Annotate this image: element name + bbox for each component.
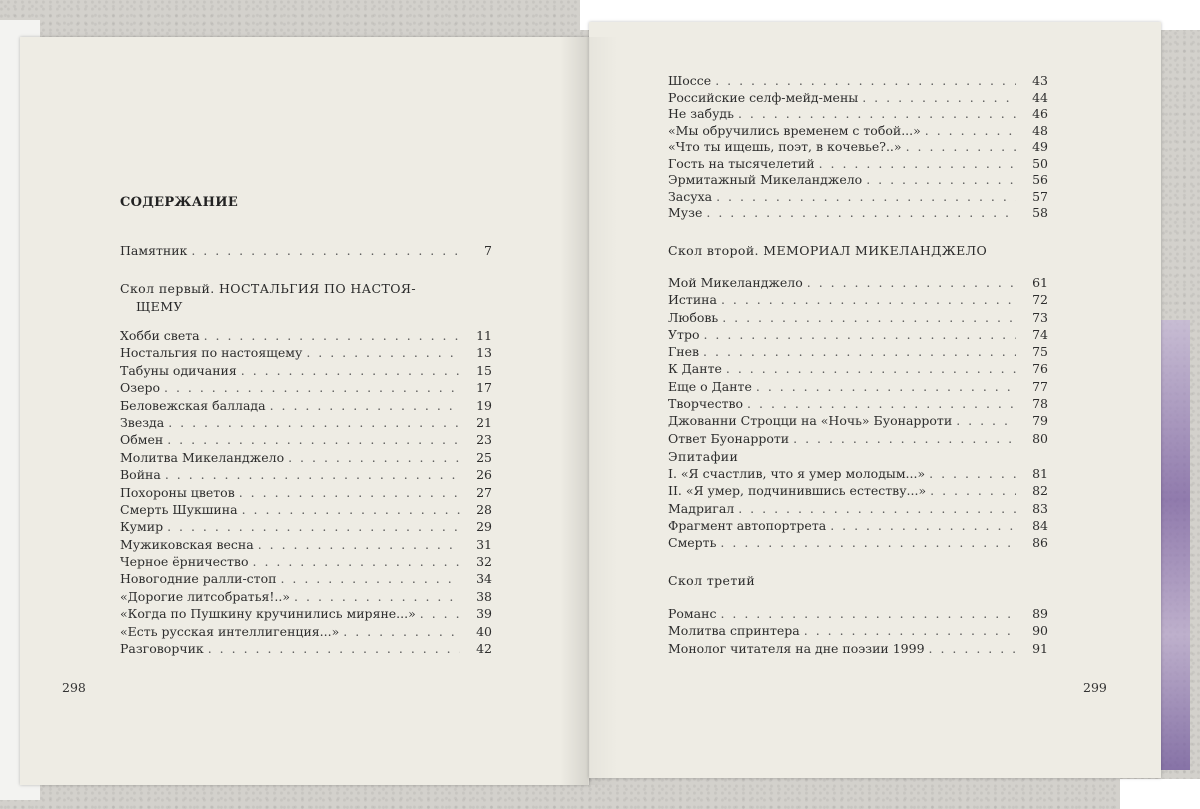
toc-entry[interactable] bbox=[668, 640, 1048, 657]
toc-entry[interactable] bbox=[120, 431, 492, 448]
toc-entry[interactable] bbox=[120, 623, 492, 640]
leader-dots bbox=[266, 397, 460, 414]
toc-entry[interactable] bbox=[668, 106, 1048, 123]
leader-dots bbox=[235, 484, 460, 501]
toc-entry-page: 32 bbox=[476, 554, 492, 570]
leader-dots bbox=[826, 517, 1016, 534]
toc-entry-page: 17 bbox=[476, 380, 492, 396]
toc-entry-page: 43 bbox=[1032, 73, 1048, 88]
toc-entry[interactable] bbox=[120, 242, 492, 259]
leader-dots bbox=[716, 534, 1016, 551]
toc-entry[interactable] bbox=[120, 344, 492, 361]
leader-dots bbox=[276, 570, 460, 587]
leader-dots bbox=[925, 465, 1016, 482]
leader-dots bbox=[254, 536, 460, 553]
toc-entry-title: Музе bbox=[668, 205, 703, 220]
toc-entry[interactable] bbox=[668, 534, 1048, 551]
leader-dots bbox=[339, 623, 460, 640]
toc-entry-page: 15 bbox=[476, 362, 492, 378]
toc-entry-page: 80 bbox=[1032, 430, 1048, 446]
toc-entry[interactable] bbox=[668, 205, 1048, 222]
toc-entry-page: 83 bbox=[1032, 500, 1048, 516]
toc-entry[interactable] bbox=[668, 73, 1048, 90]
toc-entry-page: 19 bbox=[476, 397, 492, 413]
toc-entry-title: Обмен bbox=[120, 432, 164, 448]
toc-entry-page: 76 bbox=[1032, 361, 1048, 377]
toc-entry-page: 73 bbox=[1032, 309, 1048, 325]
leader-dots bbox=[290, 588, 460, 605]
toc-entry-page: 39 bbox=[476, 606, 492, 622]
section-3-title: Скол третий bbox=[668, 573, 756, 588]
toc-entry[interactable] bbox=[668, 605, 1048, 622]
toc-entry-page: 23 bbox=[476, 432, 492, 448]
toc-entry-page: 84 bbox=[1032, 517, 1048, 533]
toc-entry-page: 25 bbox=[476, 449, 492, 465]
toc-entry-page: 48 bbox=[1032, 122, 1048, 138]
section-title-line: Скол первый. НОСТАЛЬГИЯ ПО НАСТОЯ- bbox=[120, 281, 416, 296]
section-1-title bbox=[120, 280, 492, 316]
toc-entry[interactable] bbox=[668, 482, 1048, 499]
toc-entry[interactable] bbox=[668, 412, 1048, 429]
leader-dots bbox=[800, 622, 1016, 639]
leader-dots bbox=[815, 156, 1016, 173]
toc-entry[interactable] bbox=[668, 395, 1048, 412]
toc-entry[interactable] bbox=[668, 291, 1048, 308]
leader-dots bbox=[862, 172, 1016, 189]
leader-dots bbox=[925, 640, 1016, 657]
toc-entry[interactable] bbox=[120, 379, 492, 396]
leader-dots bbox=[237, 362, 460, 379]
toc-entry-page: 79 bbox=[1032, 413, 1048, 429]
toc-entry-page: 31 bbox=[476, 536, 492, 552]
toc-entry-page: 49 bbox=[1032, 139, 1048, 154]
toc-entry-title: Памятник bbox=[120, 243, 188, 258]
toc-entry[interactable] bbox=[668, 517, 1048, 534]
toc-entry-page: 78 bbox=[1032, 396, 1048, 412]
toc-list bbox=[668, 605, 1048, 657]
toc-entry-title: Беловежская баллада bbox=[120, 397, 266, 413]
toc-entry-page: 13 bbox=[476, 345, 492, 361]
toc-entry-page: 77 bbox=[1032, 378, 1048, 394]
toc-entry[interactable] bbox=[120, 640, 492, 657]
toc-entry-page: 57 bbox=[1032, 188, 1048, 204]
leader-dots bbox=[204, 640, 460, 657]
leader-dots bbox=[238, 501, 460, 518]
toc-entry-title: Кумир bbox=[120, 519, 164, 535]
leader-dots bbox=[952, 412, 1016, 429]
toc-entry[interactable] bbox=[668, 123, 1048, 140]
toc-entry[interactable] bbox=[668, 622, 1048, 639]
leader-dots bbox=[163, 431, 460, 448]
toc-entry[interactable] bbox=[668, 500, 1048, 517]
toc-entry[interactable] bbox=[120, 449, 492, 466]
leader-dots bbox=[284, 449, 460, 466]
toc-entry-page: 42 bbox=[476, 641, 492, 657]
toc-entry-title: Российские селф-мейд-мены bbox=[668, 89, 859, 105]
toc-entry-title: «Когда по Пушкину кручинились миряне...» bbox=[120, 606, 416, 622]
section-title-line: ЩЕМУ bbox=[136, 299, 183, 314]
page-number: 299 bbox=[1083, 680, 1107, 695]
toc-entry[interactable] bbox=[120, 605, 492, 622]
toc-entry-page: 29 bbox=[476, 519, 492, 535]
leader-dots bbox=[734, 500, 1016, 517]
toc-entry[interactable] bbox=[668, 430, 1048, 447]
toc-entry-title: Фрагмент автопортрета bbox=[668, 517, 827, 533]
toc-entry[interactable] bbox=[668, 309, 1048, 326]
toc-entry[interactable] bbox=[120, 588, 492, 605]
toc-entry[interactable] bbox=[668, 274, 1048, 291]
toc-entry-title: Истина bbox=[668, 292, 717, 308]
toc-entry-title: Озеро bbox=[120, 380, 160, 396]
toc-entry-title: Война bbox=[120, 467, 161, 483]
leader-dots bbox=[921, 123, 1016, 140]
toc-entry-title: Смерть Шукшина bbox=[120, 501, 238, 517]
leader-dots bbox=[416, 605, 460, 622]
toc-entry[interactable] bbox=[668, 156, 1048, 173]
leader-dots bbox=[789, 430, 1016, 447]
toc-entry[interactable] bbox=[668, 172, 1048, 189]
page-number: 298 bbox=[62, 680, 86, 695]
leader-dots bbox=[743, 395, 1016, 412]
toc-entry-page: 46 bbox=[1032, 106, 1048, 121]
toc-entry-page: 28 bbox=[476, 501, 492, 517]
toc-entry-page: 91 bbox=[1032, 640, 1048, 656]
toc-list bbox=[120, 327, 492, 657]
leader-dots bbox=[161, 466, 460, 483]
leader-dots bbox=[717, 291, 1016, 308]
toc-entry[interactable] bbox=[120, 466, 492, 483]
toc-entry-page: 26 bbox=[476, 467, 492, 483]
leader-dots bbox=[926, 482, 1016, 499]
toc-entry-title: Еще о Данте bbox=[668, 378, 752, 394]
toc-entry-title: «Дорогие литсобратья!..» bbox=[120, 588, 291, 604]
toc-entry-page: 34 bbox=[476, 571, 492, 587]
toc-entry-title: «Есть русская интеллигенция...» bbox=[120, 623, 340, 639]
contents-heading: СОДЕРЖАНИЕ bbox=[120, 195, 239, 210]
toc-entry-title: Шоссе bbox=[668, 73, 712, 88]
toc-entry-page: 75 bbox=[1032, 344, 1048, 360]
toc-entry-title: Засуха bbox=[668, 188, 713, 204]
toc-entry-page: 82 bbox=[1032, 483, 1048, 499]
leader-dots bbox=[699, 343, 1016, 360]
leader-dots bbox=[716, 605, 1016, 622]
toc-entry-title: Мужиковская весна bbox=[120, 536, 254, 552]
leader-dots bbox=[160, 379, 460, 396]
toc-entry-title: Ответ Буонарроти bbox=[668, 430, 790, 446]
leader-dots bbox=[858, 90, 1016, 107]
toc-entry-title: Творчество bbox=[668, 396, 744, 412]
leader-dots bbox=[302, 344, 460, 361]
toc-entry-title: Молитва Микеланджело bbox=[120, 449, 285, 465]
leader-dots bbox=[752, 378, 1016, 395]
toc-entry-page: 81 bbox=[1032, 466, 1048, 481]
toc-entry[interactable] bbox=[120, 484, 492, 501]
toc-entry[interactable] bbox=[120, 553, 492, 570]
toc-entry-title: «Что ты ищешь, поэт, в кочевье?..» bbox=[668, 139, 902, 154]
toc-entry-page: 74 bbox=[1032, 326, 1048, 342]
toc-entry-page: 38 bbox=[476, 588, 492, 604]
toc-entry[interactable] bbox=[120, 397, 492, 414]
leader-dots bbox=[734, 106, 1016, 123]
leader-dots bbox=[712, 189, 1016, 206]
leader-dots bbox=[164, 414, 460, 431]
leader-dots bbox=[702, 205, 1016, 222]
toc-entry[interactable] bbox=[668, 465, 1048, 482]
leader-dots bbox=[803, 274, 1016, 291]
toc-entry[interactable] bbox=[120, 414, 492, 431]
toc-entry-page: 56 bbox=[1032, 172, 1048, 187]
leader-dots bbox=[163, 518, 460, 535]
toc-entry[interactable] bbox=[120, 570, 492, 587]
toc-entry-title: Похороны цветов bbox=[120, 484, 235, 500]
toc-entry-title: Джованни Строцци на «Ночь» Буонарроти bbox=[668, 413, 953, 429]
toc-entry-title: Хобби света bbox=[120, 328, 200, 343]
leader-dots bbox=[718, 309, 1016, 326]
leader-dots bbox=[711, 73, 1016, 90]
leader-dots bbox=[722, 360, 1016, 377]
toc-entry-title: Мой Микеланджело bbox=[668, 275, 803, 290]
toc-entry-page: 89 bbox=[1032, 606, 1048, 621]
toc-entry-title: Звезда bbox=[120, 414, 165, 430]
toc-entry-title: Утро bbox=[668, 326, 700, 342]
leader-dots bbox=[200, 327, 460, 344]
leader-dots bbox=[699, 326, 1016, 343]
toc-entry-title: Молитва спринтера bbox=[668, 623, 800, 639]
toc-list bbox=[668, 73, 1048, 222]
toc-entry[interactable] bbox=[120, 536, 492, 553]
leader-dots bbox=[902, 139, 1016, 156]
toc-entry-page: 58 bbox=[1032, 205, 1048, 220]
book-gutter bbox=[560, 37, 618, 785]
leader-dots bbox=[249, 553, 461, 570]
toc-entry-title: Монолог читателя на дне поэзии 1999 bbox=[668, 640, 925, 656]
toc-entry[interactable] bbox=[120, 501, 492, 518]
toc-entry-title: Черное ёрничество bbox=[120, 554, 249, 570]
toc-entry-page: 50 bbox=[1032, 155, 1048, 171]
toc-entry-title: Мадригал bbox=[668, 500, 735, 516]
toc-entry[interactable] bbox=[668, 378, 1048, 395]
toc-entry-page: 11 bbox=[476, 328, 492, 343]
toc-entry-page: 40 bbox=[476, 623, 492, 639]
toc-entry-page: 61 bbox=[1032, 275, 1048, 290]
toc-entry-page: 21 bbox=[476, 414, 492, 430]
section-2-title: Скол второй. МЕМОРИАЛ МИКЕЛАНДЖЕЛО bbox=[668, 243, 988, 258]
toc-entry-title: Новогодние ралли-стоп bbox=[120, 571, 277, 587]
toc-entry-title: II. «Я умер, подчинившись естеству...» bbox=[668, 483, 927, 499]
toc-list bbox=[668, 465, 1048, 551]
toc-entry[interactable] bbox=[120, 518, 492, 535]
toc-entry-title: «Мы обручились временем с тобой...» bbox=[668, 122, 921, 138]
toc-entry-title: К Данте bbox=[668, 361, 722, 377]
toc-entry-title: Эрмитажный Микеланджело bbox=[668, 172, 863, 187]
background bbox=[1120, 779, 1200, 809]
toc-entry-page: 44 bbox=[1032, 89, 1048, 105]
toc-list bbox=[668, 274, 1048, 447]
toc-entry-page: 72 bbox=[1032, 292, 1048, 308]
toc-entry-title: Разговорчик bbox=[120, 641, 204, 657]
toc-entry-page: 7 bbox=[484, 243, 492, 258]
toc-entry-title: Романс bbox=[668, 606, 717, 621]
toc-entry[interactable] bbox=[668, 326, 1048, 343]
toc-entry-title: Любовь bbox=[668, 309, 719, 325]
toc-entry-title: Гость на тысячелетий bbox=[668, 155, 815, 171]
toc-entry[interactable] bbox=[120, 362, 492, 379]
toc-entry-title: Не забудь bbox=[668, 106, 734, 121]
toc-entry-title: I. «Я счастлив, что я умер молодым...» bbox=[668, 466, 926, 481]
toc-entry[interactable] bbox=[668, 139, 1048, 156]
toc-entry[interactable] bbox=[120, 327, 492, 344]
toc-entry[interactable] bbox=[668, 189, 1048, 206]
first-entry bbox=[120, 242, 492, 259]
toc-entry[interactable] bbox=[668, 90, 1048, 107]
toc-entry-title: Гнев bbox=[668, 344, 700, 360]
toc-entry-page: 90 bbox=[1032, 623, 1048, 639]
toc-entry-title: Смерть bbox=[668, 535, 717, 551]
toc-entry-page: 27 bbox=[476, 484, 492, 500]
epitaphs-label: Эпитафии bbox=[668, 449, 739, 464]
toc-entry-title: Ностальгия по настоящему bbox=[120, 345, 303, 361]
leader-dots bbox=[187, 242, 460, 259]
toc-entry[interactable] bbox=[668, 343, 1048, 360]
toc-entry-page: 86 bbox=[1032, 535, 1048, 551]
toc-entry-title: Табуны одичания bbox=[120, 362, 237, 378]
toc-entry[interactable] bbox=[668, 360, 1048, 377]
